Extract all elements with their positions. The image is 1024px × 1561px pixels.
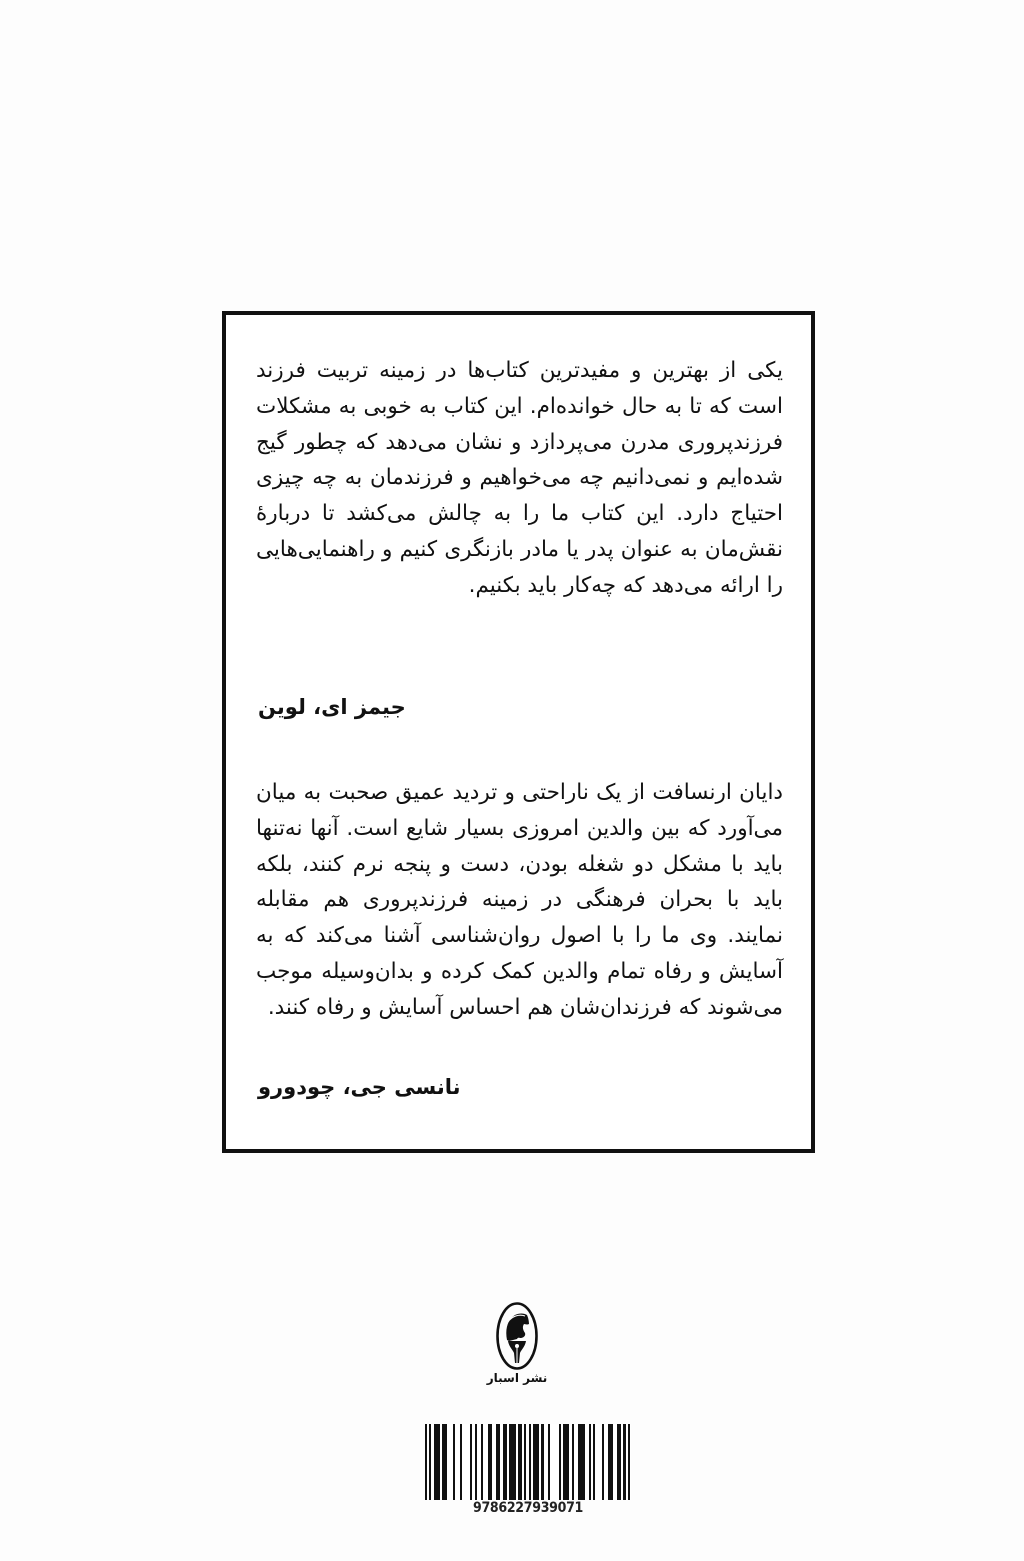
publisher-name: نشر اسبار [486,1371,548,1385]
isbn-number: 9786227939071 [472,1500,584,1516]
barcode-icon [425,1424,631,1500]
publisher-logo-icon [495,1300,539,1372]
endorsement-author: جیمز ای، لوین [258,695,406,719]
endorsement-text: دایان ارنسافت از یک ناراحتی و تردید عمیق صحبت به میان می‌آورد که بین والدین امروزی بسیار شایع است. آنها نه‌تنها باید با مشکل دو شغله بودن، دست و پنجه نرم کنند، بلکه باید با بحران فرهنگی در زمینه فرزندپروری هم مقابله نمایند. وی ما را با اصول روان‌شناسی آشنا می‌کند که به آسایش و رفاه تمام والدین کمک کرده و بدان‌وسیله موجب می‌شوند که فرزندان‌شان هم احساس آسایش و رفاه کنند. [256,780,783,1020]
endorsement-author: نانسی جی، چودورو [258,1075,461,1099]
endorsement-1 [256,353,783,719]
endorsement-text: یکی از بهترین و مفیدترین کتاب‌ها در زمینه تربیت فرزند است که تا به حال خوانده‌ام. این کتاب به خوبی به مشکلات فرزندپروری مدرن می‌پردازد و نشان می‌دهد که چطور گیج شده‌ایم و نمی‌دانیم چه می‌خواهیم و فرزندمان به چه چیزی احتیاج دارد. این کتاب ما را به چالش می‌کشد تا دربارۀ نقش‌مان به عنوان پدر یا مادر بازنگری کنیم و راهنمایی‌هایی را ارائه می‌دهد که چه‌کار باید بکنیم. [256,358,783,598]
endorsement-2 [256,775,783,1099]
endorsement-box [222,311,815,1153]
